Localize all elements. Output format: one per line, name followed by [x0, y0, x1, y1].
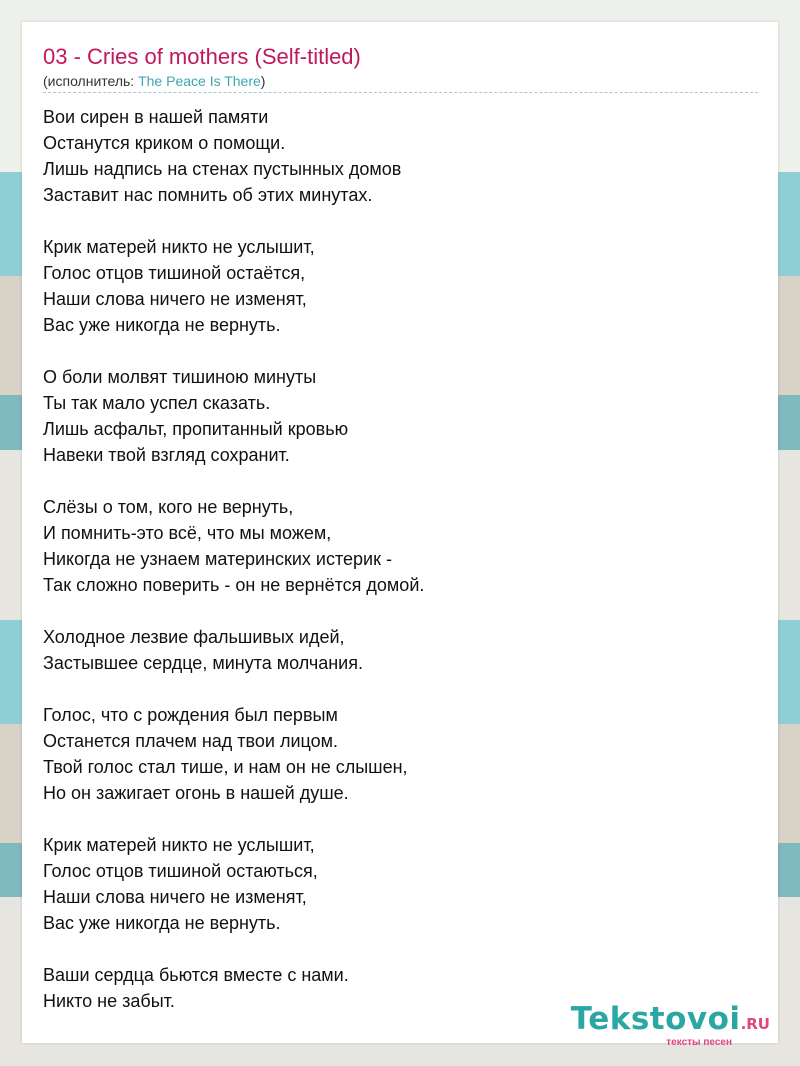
lyric-line: Крик матерей никто не услышит,: [43, 835, 315, 855]
lyric-line: Вас уже никогда не вернуть.: [43, 913, 281, 933]
lyrics-stanza: [43, 702, 743, 806]
lyrics-card: [22, 22, 778, 1048]
lyric-line: Вас уже никогда не вернуть.: [43, 315, 281, 335]
lyric-line: Лишь надпись на стенах пустынных домов: [43, 159, 402, 179]
lyric-line: Но он зажигает огонь в нашей душе.: [43, 783, 349, 803]
performer-prefix: (исполнитель:: [43, 73, 139, 89]
performer-line: [43, 73, 265, 89]
performer-suffix: ): [260, 73, 266, 89]
lyric-line: Наши слова ничего не изменят,: [43, 887, 307, 907]
lyric-line: Голос отцов тишиной остаётся,: [43, 263, 306, 283]
lyric-line: Никто не забыт.: [43, 991, 175, 1011]
lyric-line: И помнить-это всё, что мы можем,: [43, 523, 332, 543]
lyric-line: Навеки твой взгляд сохранит.: [43, 445, 290, 465]
lyric-line: Так сложно поверить - он не вернётся домой.: [43, 575, 425, 595]
lyric-line: Никогда не узнаем материнских истерик -: [43, 549, 392, 569]
logo-name: Tekstovoi: [570, 1001, 741, 1037]
lyric-line: Заставит нас помнить об этих минутах.: [43, 185, 373, 205]
lyric-line: Наши слова ничего не изменят,: [43, 289, 307, 309]
lyric-line: Ваши сердца бьются вместе с нами.: [43, 965, 349, 985]
lyric-line: Крик матерей никто не услышит,: [43, 237, 315, 257]
lyrics-body: [43, 104, 743, 1014]
lyric-line: Останутся криком о помощи.: [43, 133, 286, 153]
lyric-line: Голос, что с рождения был первым: [43, 705, 338, 725]
divider: [43, 92, 758, 93]
lyric-line: Ты так мало успел сказать.: [43, 393, 271, 413]
lyric-line: Твой голос стал тише, и нам он не слышен,: [43, 757, 408, 777]
lyric-line: Лишь асфальт, пропитанный кровью: [43, 419, 349, 439]
lyrics-stanza: [43, 624, 743, 676]
lyric-line: Застывшее сердце, минута молчания.: [43, 653, 363, 673]
lyrics-stanza: [43, 364, 743, 468]
lyrics-stanza: [43, 494, 743, 598]
lyric-line: Останется плачем над твои лицом.: [43, 731, 339, 751]
logo-tagline: тексты песен: [666, 1037, 732, 1048]
lyric-line: Вои сирен в нашей памяти: [43, 107, 269, 127]
logo-tld: .RU: [740, 1015, 770, 1033]
lyric-line: О боли молвят тишиною минуты: [43, 367, 317, 387]
lyric-line: Холодное лезвие фальшивых идей,: [43, 627, 345, 647]
lyrics-stanza: [43, 104, 743, 208]
lyrics-stanza: [43, 234, 743, 338]
artist-link[interactable]: The Peace Is There: [138, 73, 261, 89]
lyric-line: Слёзы о том, кого не вернуть,: [43, 497, 294, 517]
lyric-line: Голос отцов тишиной остаються,: [43, 861, 318, 881]
song-title: 03 - Cries of mothers (Self-titled): [43, 44, 361, 69]
site-logo[interactable]: [571, 1002, 770, 1048]
lyrics-stanza: [43, 832, 743, 936]
